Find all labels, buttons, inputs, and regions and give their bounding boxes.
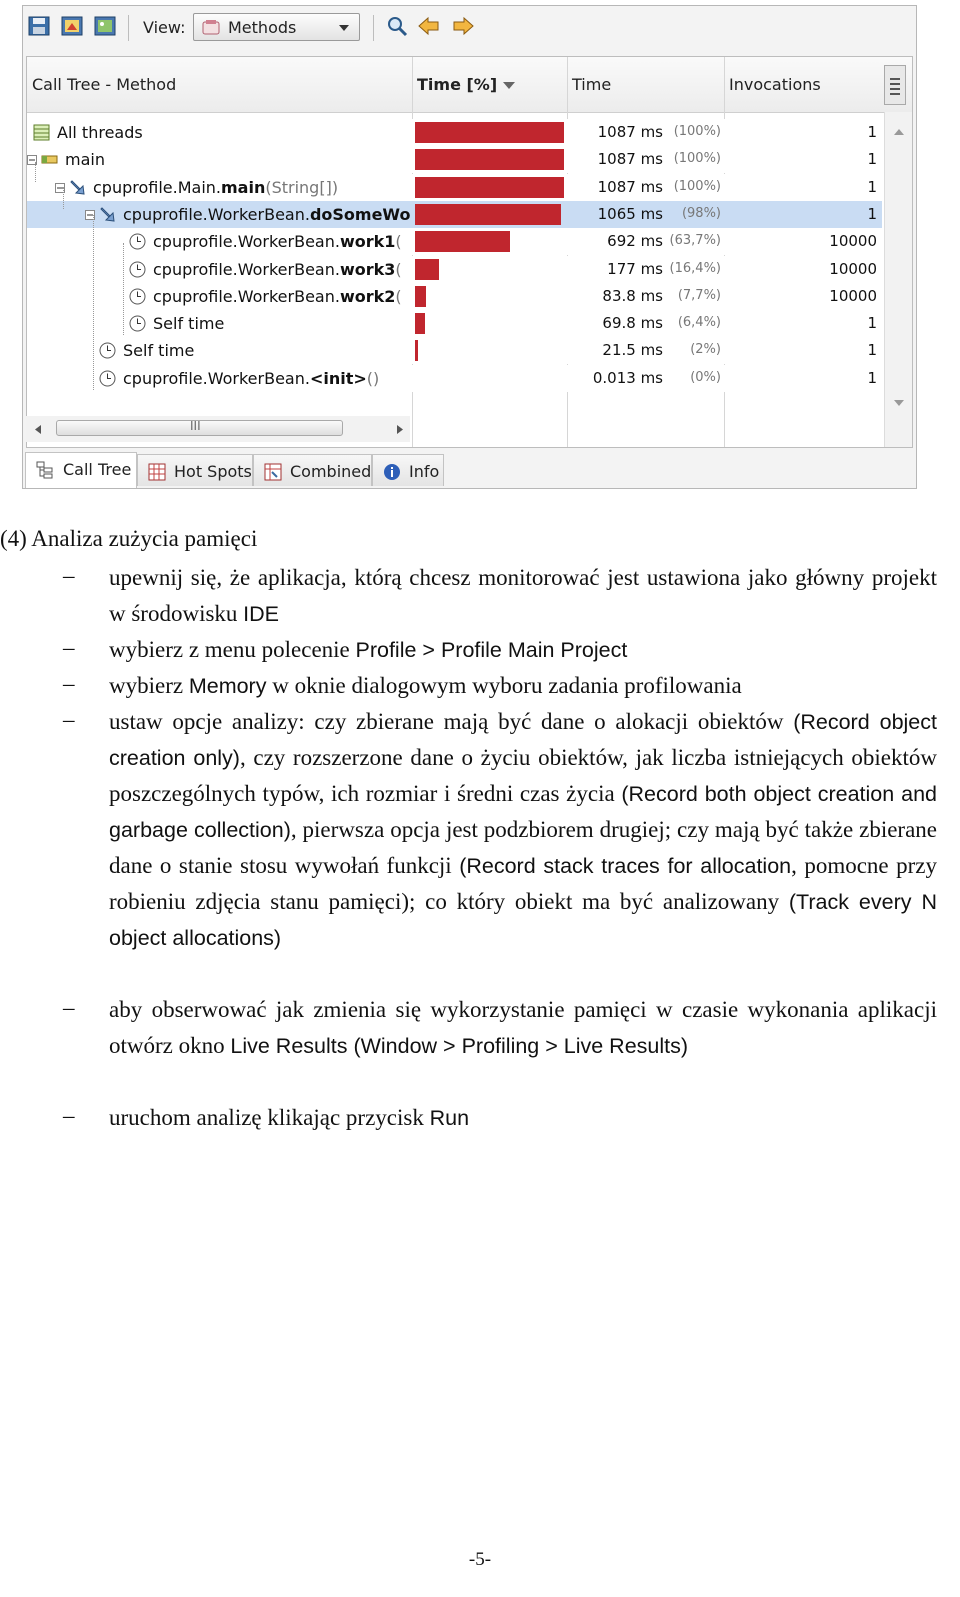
time-value: 1087 ms	[597, 177, 663, 196]
invocations-value: 1	[867, 177, 877, 196]
clock-icon	[129, 261, 146, 278]
table-row[interactable]	[27, 146, 882, 173]
list-item: ustaw opcje analizy: czy zbierane mają być dane o alokacji obiektów (Record object creation only), czy rozszerzone dane o życiu obiektów, jak liczba istniejących obiektów poszczególnych typów, ich rozmiar i średni czas życia (Record both object creation and garbage collection), pierwsza opcja jest podzbiorem drugiej; czy mają być także zbierane dane o stanie stosu wywołań funkcji (Record stack traces for allocation, pomocne przy robieniu zdjęcia stanu pamięci); co który obiekt ma być analizowany (Track every N object allocations)	[109, 709, 937, 950]
toolbar-separator	[128, 15, 129, 41]
tab-call-tree[interactable]	[25, 452, 137, 488]
time-value: 1087 ms	[597, 123, 663, 141]
table-header	[27, 57, 913, 113]
time-value: 21.5 ms	[602, 341, 663, 360]
method-name: main	[65, 150, 105, 170]
tree-guide-line	[93, 215, 94, 390]
tree-guide-line	[35, 162, 36, 182]
bullet-dash: –	[63, 635, 75, 660]
invocations-value: 10000	[829, 286, 877, 305]
time-percent-value: (2%)	[690, 342, 721, 358]
invocations-value: 10000	[829, 232, 877, 251]
column-header-method[interactable]: Call Tree - Method	[32, 75, 177, 94]
method-icon	[99, 206, 116, 223]
table-row[interactable]	[27, 201, 882, 228]
column-header-time[interactable]: Time	[572, 75, 612, 94]
time-value: 69.8 ms	[602, 314, 663, 333]
time-percent-bar	[415, 259, 439, 280]
time-percent-bar	[415, 231, 510, 252]
view-select-value: Methods	[228, 18, 297, 37]
save-icon[interactable]	[27, 15, 51, 37]
column-header-time-percent[interactable]: Time [%]	[417, 75, 515, 94]
bullet-dash: –	[63, 707, 75, 732]
methods-icon	[202, 19, 220, 36]
clock-icon	[129, 288, 146, 305]
horizontal-scrollbar[interactable]	[26, 416, 410, 442]
tab-hot-spots[interactable]	[137, 454, 253, 486]
time-percent-value: (100%)	[673, 151, 721, 167]
profiler-window	[22, 5, 917, 489]
hot-spots-icon	[148, 463, 166, 481]
column-chooser-button[interactable]	[884, 65, 906, 105]
info-icon	[383, 463, 401, 481]
clock-icon	[129, 233, 146, 250]
method-name: Self time	[123, 341, 195, 361]
tab-label: Hot Spots	[174, 462, 252, 481]
tree-guide-line	[63, 187, 64, 209]
table-row[interactable]	[27, 365, 882, 392]
time-value: 177 ms	[607, 259, 663, 278]
view-label: View:	[143, 18, 186, 37]
all-threads-icon	[33, 124, 50, 141]
back-arrow-icon[interactable]	[417, 15, 441, 37]
scrollbar-grip: III	[190, 419, 201, 433]
table-row[interactable]	[27, 283, 882, 310]
thread-icon	[41, 151, 58, 168]
sort-descending-icon	[503, 82, 515, 89]
bullet-dash: –	[63, 671, 75, 696]
list-item: aby obserwować jak zmienia się wykorzystanie pamięci w czasie wykonania aplikacji otwórz okno Live Results (Window > Profiling > Live Results)	[109, 997, 937, 1058]
scroll-right-icon[interactable]	[396, 424, 404, 435]
clock-icon	[129, 315, 146, 332]
method-name: cpuprofile.WorkerBean.work2(	[153, 286, 402, 306]
time-percent-value: (0%)	[690, 369, 721, 385]
table-row[interactable]	[27, 337, 882, 364]
time-percent-value: (63,7%)	[669, 233, 721, 249]
method-name: cpuprofile.WorkerBean.work1(	[153, 232, 402, 252]
list-item: uruchom analizę klikając przycisk Run	[109, 1105, 470, 1130]
view-tabs	[23, 452, 916, 488]
method-name: All threads	[57, 123, 143, 142]
method-name: cpuprofile.WorkerBean.work3(	[153, 259, 402, 279]
table-row[interactable]	[27, 256, 882, 283]
clock-icon	[99, 342, 116, 359]
time-percent-bar	[415, 204, 561, 225]
tab-combined[interactable]	[253, 454, 372, 486]
time-percent-bar	[415, 122, 564, 143]
method-name: Self time	[153, 314, 225, 334]
method-name: cpuprofile.Main.main(String[])	[93, 177, 339, 197]
time-percent-bar	[415, 149, 564, 170]
time-percent-value: (98%)	[681, 205, 721, 221]
time-percent-bar	[415, 340, 418, 361]
toolbar	[23, 6, 916, 50]
time-percent-value: (100%)	[673, 124, 721, 139]
time-value: 0.013 ms	[592, 368, 663, 387]
scroll-left-icon[interactable]	[34, 424, 42, 435]
tab-info[interactable]	[372, 454, 444, 486]
method-name: cpuprofile.WorkerBean.<init>()	[123, 368, 380, 388]
list-item: wybierz z menu polecenie Profile > Profile Main Project	[109, 637, 628, 662]
time-value: 692 ms	[607, 232, 663, 251]
export-image-icon[interactable]	[93, 15, 117, 37]
time-percent-value: (6,4%)	[677, 315, 721, 331]
invocations-value: 1	[867, 314, 877, 333]
time-percent-value: (100%)	[673, 178, 721, 194]
bullet-dash: –	[63, 563, 75, 588]
search-icon[interactable]	[385, 15, 409, 37]
table-row[interactable]	[27, 310, 882, 337]
column-header-invocations[interactable]: Invocations	[729, 75, 821, 94]
scroll-up-icon[interactable]	[893, 128, 905, 136]
invocations-value: 1	[867, 150, 877, 169]
tab-label: Info	[409, 462, 440, 481]
time-percent-bar	[415, 177, 564, 198]
list-item: upewnij się, że aplikacja, którą chcesz monitorować jest ustawiona jako główny projekt w środowisku IDE	[109, 565, 937, 626]
time-percent-bar	[415, 313, 425, 334]
time-value: 1065 ms	[597, 204, 663, 223]
section-heading: (4) Analiza zużycia pamięci	[0, 526, 258, 551]
scrollbar-thumb[interactable]	[56, 420, 343, 436]
table-row[interactable]	[27, 174, 882, 201]
view-select[interactable]	[193, 13, 360, 41]
vertical-scrollbar[interactable]	[884, 112, 913, 447]
time-percent-value: (7,7%)	[677, 287, 721, 303]
call-tree-table	[26, 56, 913, 448]
combined-icon	[264, 463, 282, 481]
table-row[interactable]	[27, 119, 882, 146]
method-icon	[69, 179, 86, 196]
tab-label: Combined	[290, 462, 372, 481]
method-name: cpuprofile.WorkerBean.doSomeWo	[123, 204, 411, 224]
bullet-dash: –	[63, 1103, 75, 1128]
time-percent-bar	[415, 286, 426, 307]
time-value: 1087 ms	[597, 150, 663, 169]
invocations-value: 1	[867, 204, 877, 223]
tab-label: Call Tree	[63, 460, 132, 479]
clock-icon	[99, 370, 116, 387]
forward-arrow-icon[interactable]	[451, 15, 475, 37]
invocations-value: 1	[867, 341, 877, 360]
table-row[interactable]	[27, 228, 882, 255]
scroll-down-icon[interactable]	[893, 399, 905, 407]
toolbar-separator	[373, 15, 374, 41]
invocations-value: 1	[867, 368, 877, 387]
tree-guide-line	[123, 243, 124, 335]
bullet-dash: –	[63, 995, 75, 1020]
time-percent-value: (16,4%)	[669, 260, 721, 276]
snapshot-icon[interactable]	[60, 15, 84, 37]
invocations-value: 10000	[829, 259, 877, 278]
list-item: wybierz Memory w oknie dialogowym wyboru zadania profilowania	[109, 673, 742, 698]
chevron-down-icon	[339, 25, 349, 31]
time-value: 83.8 ms	[602, 286, 663, 305]
page-number: -5-	[468, 1549, 492, 1570]
call-tree-icon	[36, 461, 54, 479]
invocations-value: 1	[867, 123, 877, 141]
